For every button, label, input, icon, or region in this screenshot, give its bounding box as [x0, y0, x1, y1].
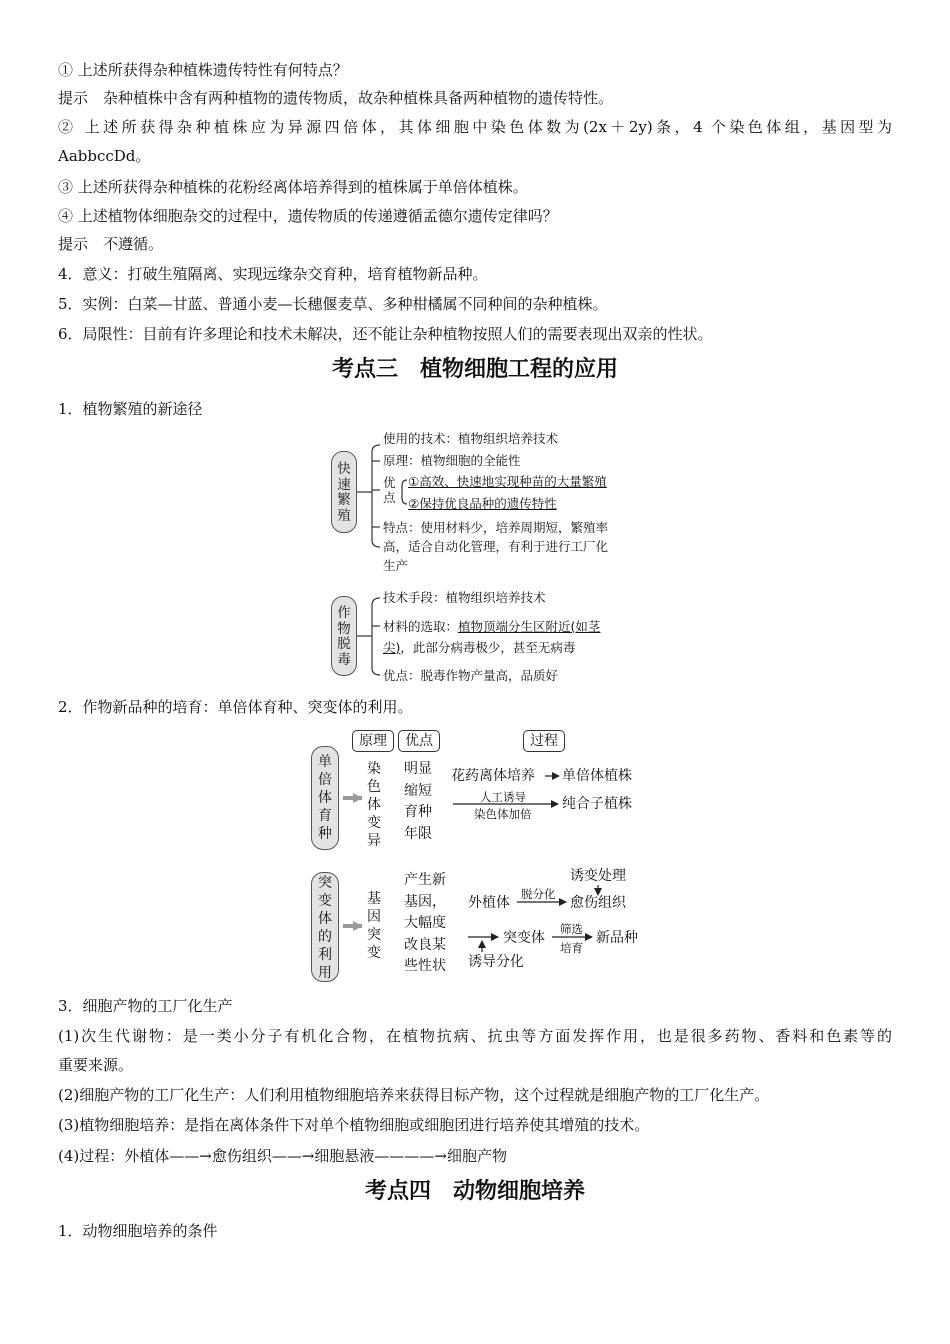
rapid-principle: 原理：植物细胞的全能性	[383, 453, 521, 468]
question-3: ③ 上述所获得杂种植株的花粉经离体培养得到的植株属于单倍体植株。	[58, 178, 528, 196]
mutant-advantage: 产生新 基因， 大幅度 改良某 些性状	[404, 872, 446, 974]
plant-cell-culture: (3)植物细胞培养：是指在离体条件下对单个植物细胞或细胞团进行培养使其增殖的技术。	[58, 1116, 650, 1134]
rapid-tech: 使用的技术：植物组织培养技术	[383, 431, 559, 446]
rapid-feature-3: 生产	[383, 558, 409, 573]
box-detoxification: 作 物 脱 毒	[331, 596, 357, 676]
header-principle: 原理	[352, 730, 394, 752]
header-process: 过程	[523, 730, 565, 752]
anther-culture: 花药离体培养	[451, 768, 535, 784]
factory-production: (2)细胞产物的工厂化生产：人们利用植物细胞培养来获得目标产物，这个过程就是细胞产物的工厂化生产。	[58, 1086, 770, 1104]
callus: 愈伤组织	[570, 895, 626, 911]
mutant: 突变体	[503, 930, 545, 946]
induced-differentiation: 诱导分化	[468, 954, 524, 970]
question-2-line-2: AabbccDd。	[58, 147, 151, 165]
header-advantage: 优点	[398, 730, 440, 752]
point-4-significance: 4．意义：打破生殖隔离、实现远缘杂交育种，培育植物新品种。	[58, 265, 488, 283]
explant: 外植体	[468, 895, 510, 911]
haploid-principle: 染 色 体 变 异	[367, 761, 381, 849]
cultivation: 培育	[560, 941, 583, 955]
mutant-principle: 基 因 突 变	[367, 891, 381, 961]
mutagenesis-treatment: 诱变处理	[570, 868, 626, 884]
section-heading-3: 考点三 植物细胞工程的应用	[331, 357, 618, 382]
question-4: ④ 上述植物体细胞杂交的过程中，遗传物质的传递遵循孟德尔遗传定律吗？	[58, 207, 558, 225]
animal-culture-conditions: 1．动物细胞培养的条件	[58, 1222, 218, 1240]
detox-advantage: 优点：脱毒作物产量高，品质好	[383, 668, 559, 683]
haploid-plant: 单倍体植株	[562, 768, 632, 784]
section-heading-4: 考点四 动物细胞培养	[364, 1179, 585, 1204]
dedifferentiation: 脱分化	[521, 887, 556, 901]
box-rapid-char: 殖	[337, 507, 351, 524]
homozygous-plant: 纯合子植株	[562, 796, 632, 812]
rapid-feature-1: 特点：使用材料少，培养周期短，繁殖率	[383, 520, 609, 535]
secondary-metabolite-line-2: 重要来源。	[58, 1056, 134, 1074]
screening: 筛选	[560, 922, 583, 936]
question-1: ① 上述所获得杂种植株遗传特性有何特点？	[58, 61, 348, 79]
box-mutant-use: 突 变 体 的 利 用	[311, 872, 339, 982]
new-variety: 新品种	[596, 930, 638, 946]
point-5-examples: 5．实例：白菜—甘蓝、普通小麦—长穗偃麦草、多种柑橘属不同种间的杂种植株。	[58, 295, 608, 313]
rapid-adv-label: 优 点	[383, 475, 396, 505]
rapid-adv-1: ①高效、快速地实现种苗的大量繁殖	[408, 474, 607, 489]
box-rapid-char: 速	[337, 476, 351, 493]
point-6-limitations: 6．局限性：目前有许多理论和技术未解决，还不能让杂种植物按照人们的需要表现出双亲的性状。	[58, 325, 713, 343]
box-rapid-char: 快	[337, 461, 351, 477]
production-process: (4)过程：外植体——→愈伤组织——→细胞悬液————→细胞产物	[58, 1147, 507, 1165]
secondary-metabolite-line-1: (1)次生代谢物：是一类小分子有机化合物，在植物抗病、抗虫等方面发挥作用，也是很多药物、香料和色素等的	[58, 1027, 892, 1045]
rapid-feature-2: 高，适合自动化管理，有利于进行工厂化	[383, 539, 609, 554]
subsection-1: 1．植物繁殖的新途径	[58, 400, 203, 418]
subsection-3: 3．细胞产物的工厂化生产	[58, 997, 233, 1015]
question-2-line-1: ② 上述所获得杂种植株应为异源四倍体，其体细胞中染色体数为(2x＋2y)条，4 个染色体组，基因型为	[58, 118, 892, 136]
box-rapid-propagation	[331, 451, 357, 533]
haploid-advantage: 明显 缩短 育种 年限	[404, 761, 432, 842]
detox-material-line-2: 尖)，此部分病毒极少，甚至无病毒	[383, 640, 576, 655]
detox-means: 技术手段：植物组织培养技术	[383, 590, 546, 605]
box-rapid-char: 繁	[337, 492, 351, 508]
rapid-adv-2: ②保持优良品种的遗传特性	[408, 496, 557, 511]
hint-2: 提示 不遵循。	[58, 235, 164, 253]
subsection-2: 2．作物新品种的培育：单倍体育种、突变体的利用。	[58, 698, 413, 716]
chromosome-doubling: 染色体加倍	[474, 807, 532, 821]
hint-1: 提示 杂种植株中含有两种植物的遗传物质，故杂种植株具备两种植物的遗传特性。	[58, 89, 614, 107]
box-haploid-breeding: 单 倍 体 育 种	[311, 746, 339, 850]
artificial-induction: 人工诱导	[480, 790, 526, 804]
detox-material-line-1: 材料的选取：植物顶端分生区附近(如茎	[383, 619, 601, 634]
